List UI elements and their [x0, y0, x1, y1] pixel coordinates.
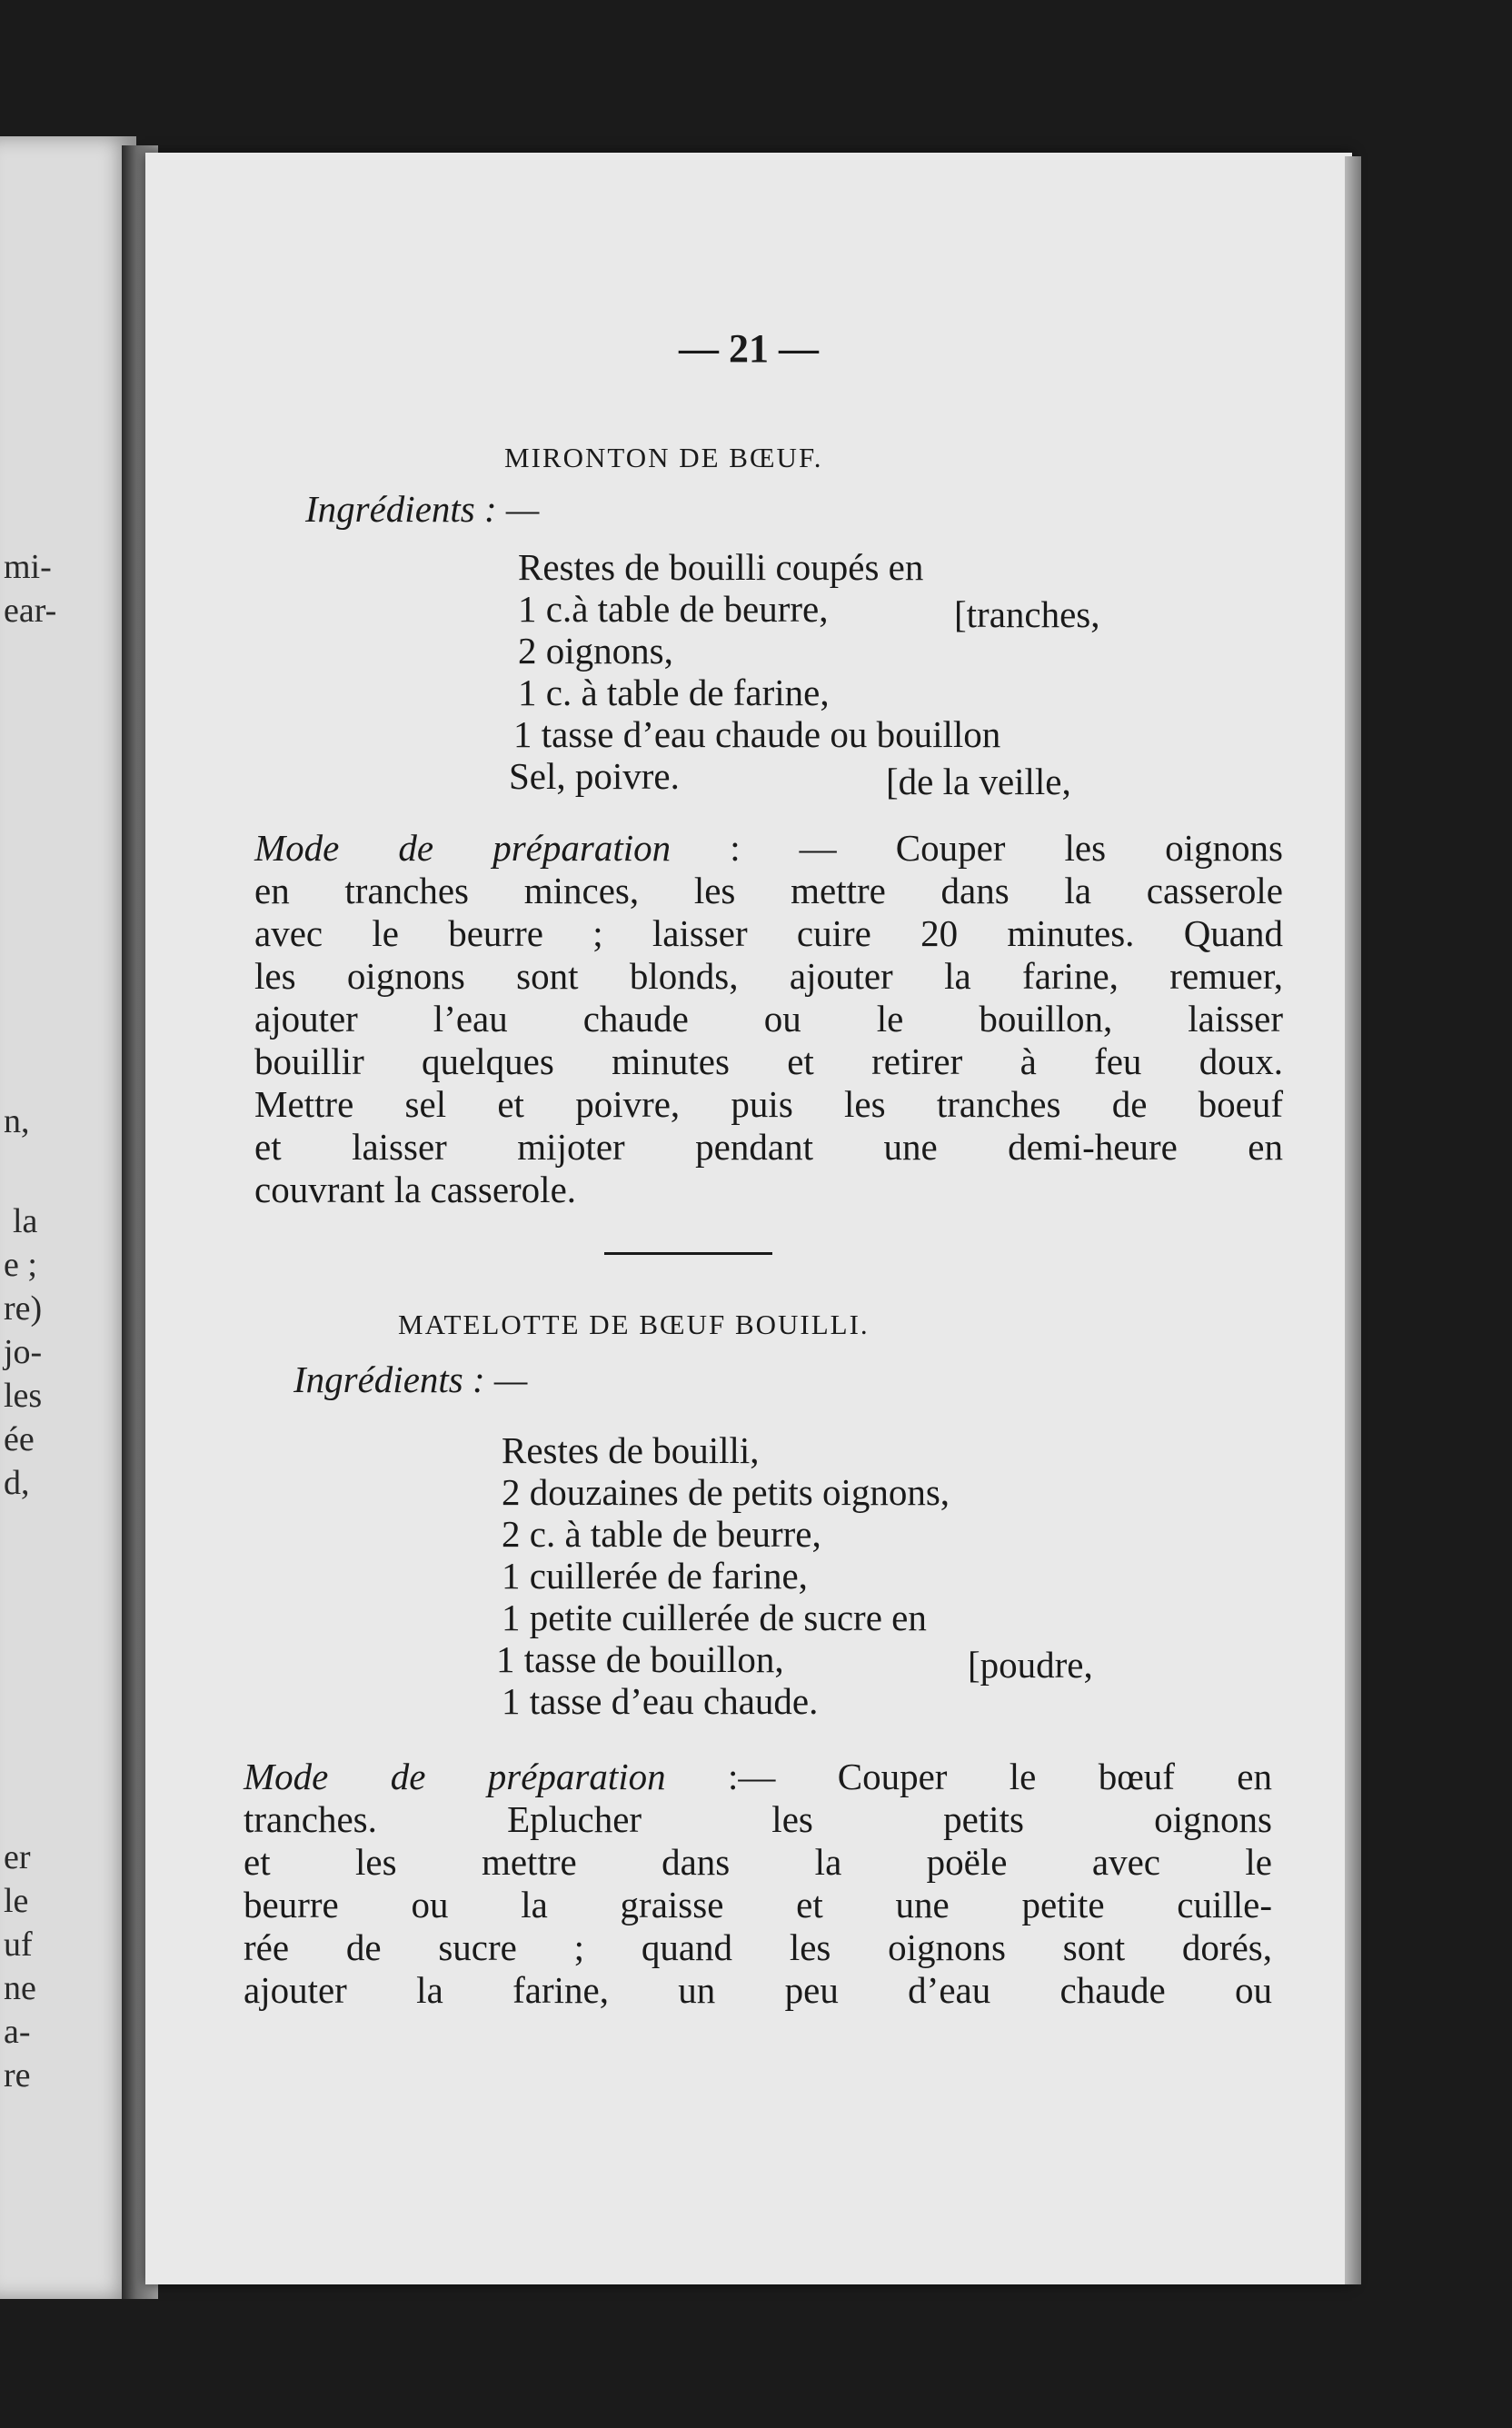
left-fragment: re [4, 2056, 31, 2095]
ingredient-line: 1 tasse de bouillon, [496, 1638, 784, 1680]
recipe-title: MATELOTTE DE BŒUF BOUILLI. [398, 1309, 870, 1340]
ingredient-line: Sel, poivre. [509, 755, 680, 797]
ingredient-continuation: [tranches, [954, 593, 1100, 635]
method-line: et laisser mijoter pendant une demi-heure en [254, 1126, 1283, 1168]
left-facing-page [0, 136, 136, 2299]
left-fragment: mi- [4, 548, 52, 586]
ingredient-line: 2 c. à table de beurre, [502, 1513, 821, 1555]
method-line: ajouter la farine, un peu d’eau chaude ou [244, 1969, 1272, 2011]
left-fragment: la [13, 1202, 38, 1240]
ingredient-line: 1 tasse d’eau chaude ou bouillon [513, 713, 1001, 755]
ingredient-continuation: [poudre, [968, 1644, 1093, 1686]
ingredient-line: 2 douzaines de petits oignons, [502, 1471, 950, 1513]
left-fragment: le [4, 1882, 29, 1920]
left-fragment: les [4, 1377, 43, 1415]
method-line: avec le beurre ; laisser cuire 20 minutes. Quand [254, 912, 1283, 954]
ingredient-line: 1 c. à table de farine, [518, 672, 830, 713]
ingredient-line: 1 cuillerée de farine, [502, 1555, 808, 1597]
method-label: Mode de préparation [254, 827, 671, 869]
method-line: tranches. Eplucher les petits oignons [244, 1798, 1272, 1840]
ingredient-line: 1 tasse d’eau chaude. [502, 1680, 819, 1722]
method-line: les oignons sont blonds, ajouter la farine, remuer, [254, 955, 1283, 997]
method-line: ajouter l’eau chaude ou le bouillon, laisser [254, 998, 1283, 1040]
recipe-title: MIRONTON DE BŒUF. [504, 442, 823, 473]
left-fragment: e ; [4, 1246, 37, 1284]
ingredient-line: 1 petite cuillerée de sucre en [502, 1597, 927, 1638]
left-fragment: ée [4, 1420, 35, 1458]
ingredient-line: Restes de bouilli, [502, 1429, 760, 1471]
method-paragraph [254, 827, 1283, 1211]
method-line: bouillir quelques minutes et retirer à feu doux. [254, 1040, 1283, 1082]
left-fragment: er [4, 1838, 31, 1876]
left-fragment: ne [4, 1969, 36, 2007]
page-edge [1345, 156, 1361, 2284]
ingredient-continuation: [de la veille, [886, 761, 1071, 802]
method-line: couvrant la casserole. [254, 1169, 577, 1210]
left-fragment: uf [4, 1925, 33, 1964]
book-page [145, 153, 1352, 2284]
ingredient-line: Restes de bouilli coupés en [518, 546, 924, 588]
method-line: Mettre sel et poivre, puis les tranches de boeuf [254, 1083, 1283, 1125]
left-fragment: re) [4, 1289, 43, 1328]
method-line: beurre ou la graisse et une petite cuille- [244, 1884, 1272, 1925]
left-fragment: a- [4, 2013, 31, 2051]
ingredients-label: Ingrédients : — [305, 488, 540, 530]
ingredients-label: Ingrédients : — [293, 1358, 528, 1400]
section-divider [604, 1252, 772, 1255]
method-line: Mode de préparation :— Couper le bœuf en [244, 1756, 1272, 1797]
method-line: en tranches minces, les mettre dans la casserole [254, 870, 1283, 911]
ingredient-line: 2 oignons, [518, 630, 673, 672]
method-line: Mode de préparation : — Couper les oignons [254, 827, 1283, 869]
left-fragment: n, [4, 1102, 30, 1140]
page-number: — 21 — [679, 326, 819, 371]
left-fragment: ear- [4, 592, 57, 630]
method-line: et les mettre dans la poële avec le [244, 1841, 1272, 1883]
method-label: Mode de préparation [244, 1756, 666, 1797]
left-fragment: jo- [4, 1333, 43, 1371]
method-line: rée de sucre ; quand les oignons sont dorés, [244, 1926, 1272, 1968]
ingredient-line: 1 c.à table de beurre, [518, 588, 829, 630]
left-fragment: d, [4, 1464, 30, 1502]
method-paragraph [244, 1756, 1272, 2012]
